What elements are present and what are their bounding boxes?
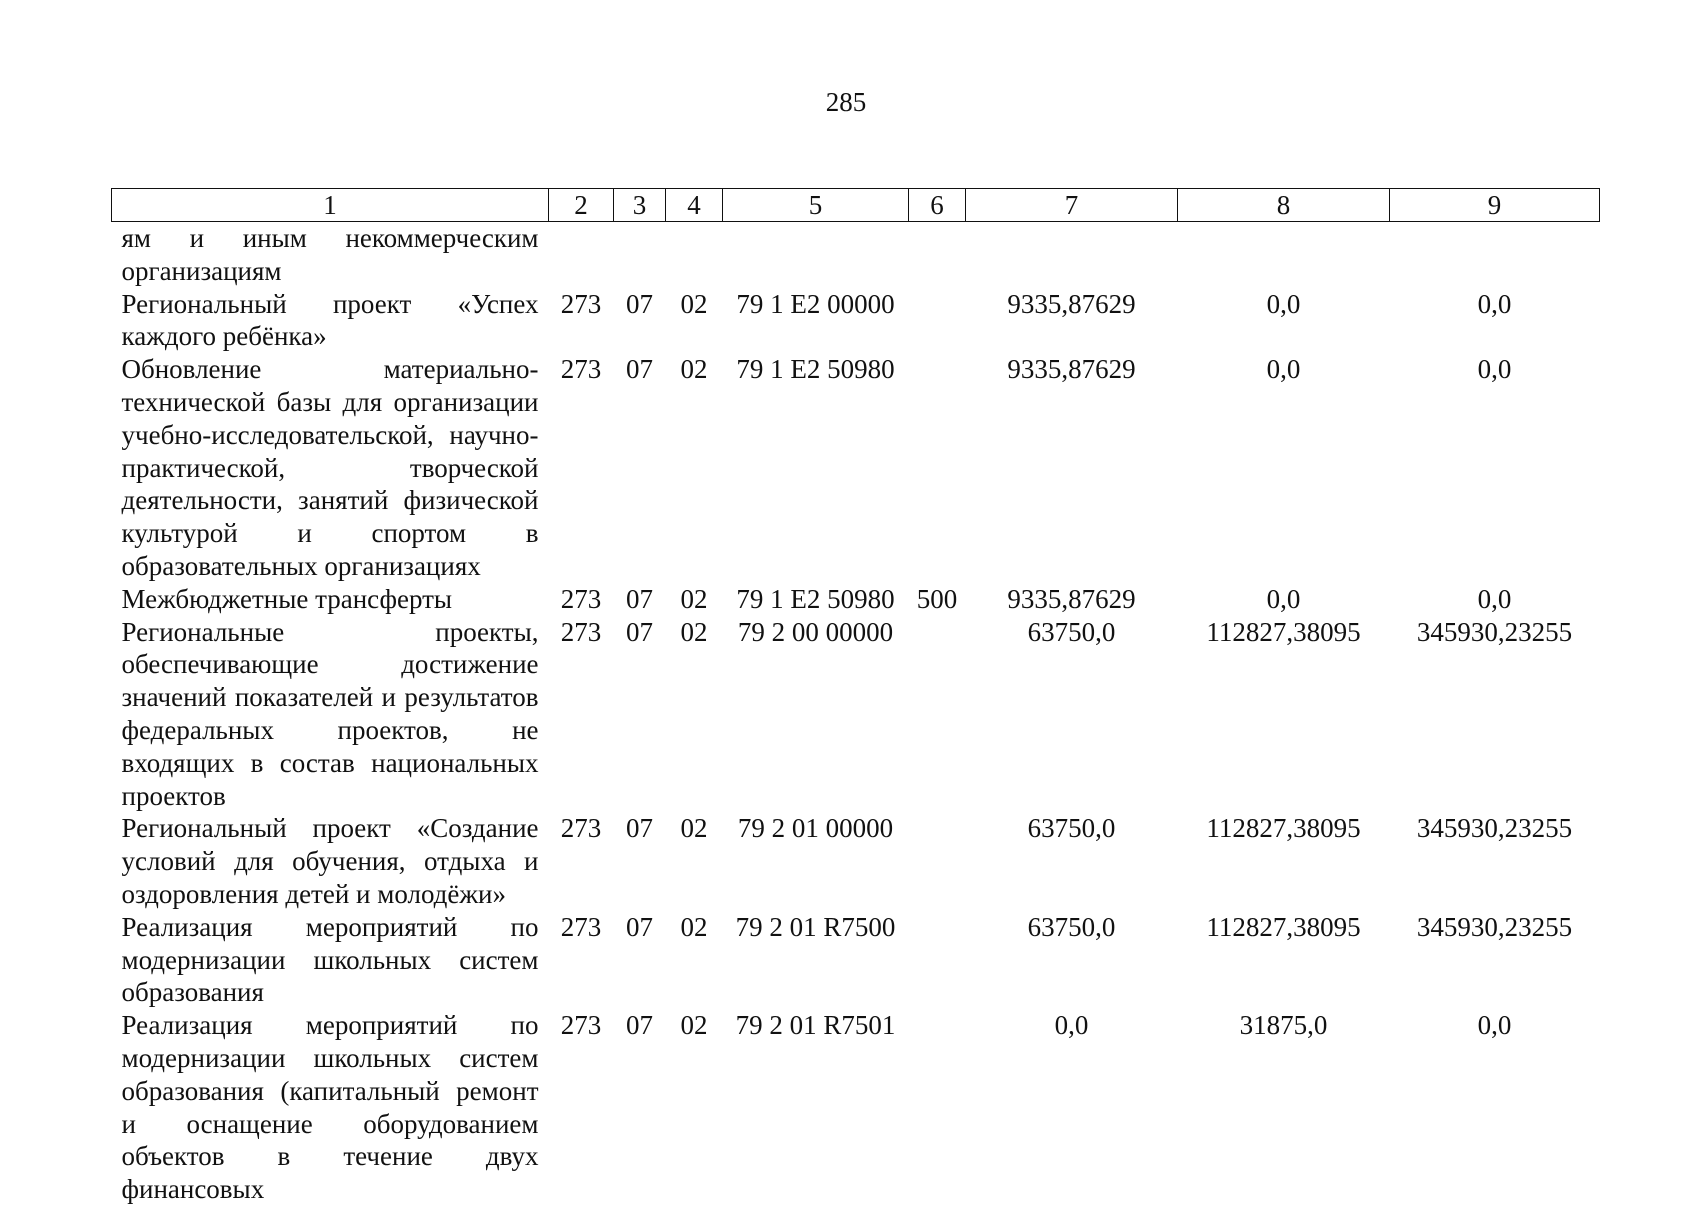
page-number: 285 bbox=[825, 87, 867, 117]
row-expense-type bbox=[909, 353, 966, 583]
row-subsection: 02 bbox=[680, 616, 708, 647]
table-row bbox=[112, 353, 1600, 583]
row-amount-col7: 63750,0 bbox=[1027, 616, 1116, 647]
row-name: ям и иным некоммерческим организациям bbox=[121, 223, 539, 286]
row-amount-col8: 112827,38095 bbox=[1206, 911, 1361, 942]
row-amount-col9: 345930,23255 bbox=[1416, 813, 1573, 844]
row-admin-code: 273 bbox=[560, 1010, 602, 1041]
row-target-code: 79 2 01 R7501 bbox=[735, 1010, 896, 1041]
row-amount-col9: 0,0 bbox=[1477, 354, 1512, 385]
column-header-4: 4 bbox=[666, 189, 723, 222]
row-amount-col7: 9335,87629 bbox=[1007, 583, 1136, 614]
row-name: Обновление материально-технической базы для организации учебно-исследовательской, научно-практической, творческой деятельности, занятий физической культурой и спортом в образовательных организациях bbox=[121, 354, 539, 581]
row-target-code: 79 1 E2 00000 bbox=[736, 288, 895, 319]
row-amount-col7: 63750,0 bbox=[1027, 813, 1116, 844]
row-subsection: 02 bbox=[680, 911, 708, 942]
table-row bbox=[112, 288, 1600, 354]
table-row bbox=[112, 911, 1600, 1009]
row-name: Региональные проекты, обеспечивающие достижение значений показателей и результатов федеральных проектов, не входящих в состав национальных проектов bbox=[121, 616, 539, 811]
row-section: 07 bbox=[626, 288, 653, 319]
row-expense-type bbox=[909, 222, 966, 288]
row-amount-col7: 0,0 bbox=[1054, 1010, 1089, 1041]
row-name: Региональный проект «Создание условий для обучения, отдыха и оздоровления детей и молодёжи» bbox=[121, 813, 539, 909]
row-amount-col7 bbox=[966, 222, 1178, 288]
row-section: 07 bbox=[626, 616, 653, 647]
row-target-code: 79 2 01 R7500 bbox=[735, 911, 896, 942]
column-number-row bbox=[112, 189, 1600, 222]
row-section: 07 bbox=[626, 911, 653, 942]
table-body bbox=[112, 222, 1600, 1206]
row-amount-col7: 9335,87629 bbox=[1007, 288, 1136, 319]
row-name: Региональный проект «Успех каждого ребёнка» bbox=[121, 288, 539, 352]
column-header-7: 7 bbox=[966, 189, 1178, 222]
row-target-code: 79 2 01 00000 bbox=[737, 813, 894, 844]
column-header-1: 1 bbox=[112, 189, 549, 222]
row-amount-col9: 0,0 bbox=[1477, 288, 1512, 319]
row-expense-type bbox=[909, 288, 966, 354]
row-expense-type bbox=[909, 616, 966, 813]
row-amount-col8: 0,0 bbox=[1266, 583, 1301, 614]
row-section bbox=[614, 222, 666, 288]
row-subsection bbox=[666, 222, 723, 288]
row-amount-col8: 0,0 bbox=[1266, 354, 1301, 385]
row-admin-code: 273 bbox=[560, 911, 602, 942]
column-header-8: 8 bbox=[1178, 189, 1390, 222]
row-subsection: 02 bbox=[680, 583, 708, 614]
row-admin-code: 273 bbox=[560, 616, 602, 647]
row-expense-type bbox=[909, 911, 966, 1009]
row-expense-type bbox=[909, 812, 966, 910]
row-section: 07 bbox=[626, 813, 653, 844]
row-section: 07 bbox=[626, 1010, 653, 1041]
row-amount-col9: 345930,23255 bbox=[1416, 911, 1573, 942]
row-amount-col9: 345930,23255 bbox=[1416, 616, 1573, 647]
row-admin-code: 273 bbox=[560, 354, 602, 385]
column-header-6: 6 bbox=[909, 189, 966, 222]
row-amount-col9: 0,0 bbox=[1477, 1010, 1512, 1041]
row-name: Реализация мероприятий по модернизации школьных систем образования (капитальный ремонт и оснащение оборудованием объектов в течение двух финансовых bbox=[121, 1010, 539, 1205]
column-header-5: 5 bbox=[723, 189, 909, 222]
budget-table bbox=[111, 188, 1600, 1206]
row-admin-code bbox=[549, 222, 614, 288]
row-amount-col7: 63750,0 bbox=[1027, 911, 1116, 942]
table-row bbox=[112, 222, 1600, 288]
table-row bbox=[112, 583, 1600, 616]
row-amount-col7: 9335,87629 bbox=[1007, 354, 1136, 385]
row-target-code: 79 1 E2 50980 bbox=[736, 583, 895, 614]
table-row bbox=[112, 616, 1600, 813]
row-amount-col8: 112827,38095 bbox=[1206, 616, 1361, 647]
row-amount-col8 bbox=[1178, 222, 1390, 288]
row-admin-code: 273 bbox=[560, 583, 602, 614]
row-amount-col8: 112827,38095 bbox=[1206, 813, 1361, 844]
row-amount-col9: 0,0 bbox=[1477, 583, 1512, 614]
table-row bbox=[112, 1009, 1600, 1206]
row-amount-col9 bbox=[1390, 222, 1600, 288]
row-target-code: 79 1 E2 50980 bbox=[736, 354, 895, 385]
row-amount-col8: 31875,0 bbox=[1239, 1010, 1328, 1041]
column-header-3: 3 bbox=[614, 189, 666, 222]
row-expense-type: 500 bbox=[916, 583, 958, 614]
row-name: Межбюджетные трансферты bbox=[121, 583, 453, 614]
column-header-9: 9 bbox=[1390, 189, 1600, 222]
row-subsection: 02 bbox=[680, 813, 708, 844]
row-subsection: 02 bbox=[680, 288, 708, 319]
row-expense-type bbox=[909, 1009, 966, 1206]
row-section: 07 bbox=[626, 583, 653, 614]
column-header-2: 2 bbox=[549, 189, 614, 222]
row-admin-code: 273 bbox=[560, 288, 602, 319]
row-target-code: 79 2 00 00000 bbox=[737, 616, 894, 647]
table-header bbox=[112, 189, 1600, 222]
table-row bbox=[112, 812, 1600, 910]
row-name: Реализация мероприятий по модернизации школьных систем образования bbox=[121, 911, 539, 1008]
row-amount-col8: 0,0 bbox=[1266, 288, 1301, 319]
row-subsection: 02 bbox=[680, 1010, 708, 1041]
row-target-code bbox=[723, 222, 909, 288]
row-subsection: 02 bbox=[680, 354, 708, 385]
row-admin-code: 273 bbox=[560, 813, 602, 844]
row-section: 07 bbox=[626, 354, 653, 385]
